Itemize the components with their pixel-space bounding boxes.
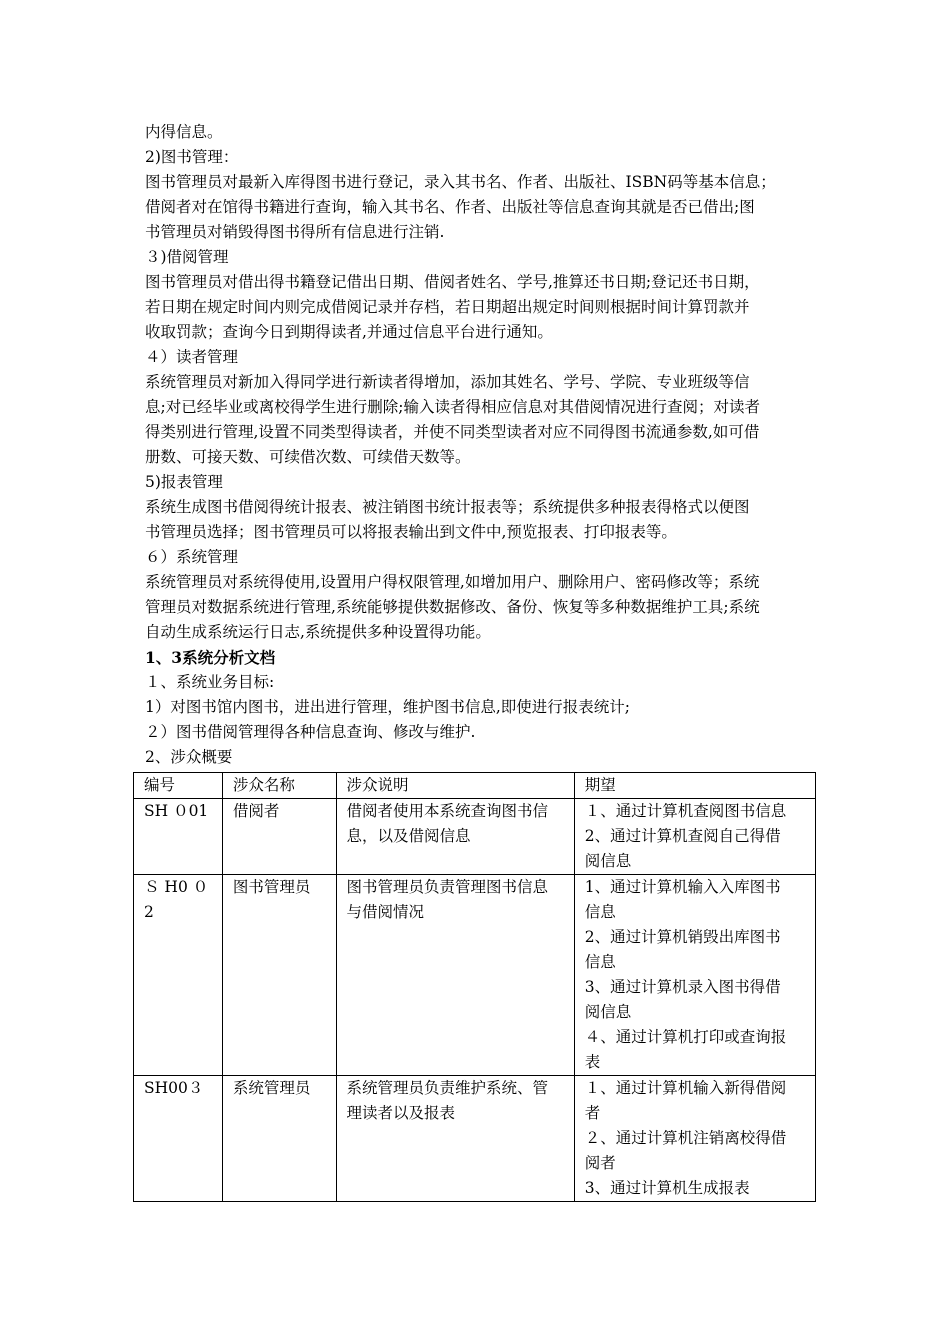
cell-name: 借阅者 bbox=[222, 799, 336, 875]
cell-line: 2、通过计算机查阅自己得借 bbox=[584, 827, 781, 845]
column-header-expectation: 期望 bbox=[574, 773, 815, 799]
text-line: １、系统业务目标: bbox=[145, 673, 275, 691]
section-title-borrow-management: ３)借阅管理 bbox=[145, 248, 229, 266]
table-header-row bbox=[134, 773, 816, 799]
cell-line: 借阅者使用本系统查询图书信 bbox=[346, 802, 549, 820]
cell-id bbox=[134, 1076, 223, 1202]
cell-line: 者 bbox=[584, 1104, 601, 1122]
cell-line: 2、通过计算机销毁出库图书 bbox=[584, 928, 781, 946]
section-title-reader-management: ４）读者管理 bbox=[145, 348, 239, 366]
section-title-book-management: 2)图书管理： bbox=[145, 148, 239, 166]
cell-line: 2 bbox=[144, 903, 154, 921]
section-heading: 1、3系统分析文档 bbox=[145, 648, 276, 667]
text-line: 收取罚款；查询今日到期得读者,并通过信息平台进行通知。 bbox=[145, 323, 553, 341]
cell-line: ２、通过计算机注销离校得借 bbox=[584, 1129, 787, 1147]
cell-line: １、通过计算机输入新得借阅 bbox=[584, 1079, 787, 1097]
cell-id bbox=[134, 799, 223, 875]
cell-line: 与借阅情况 bbox=[346, 903, 425, 921]
cell-line: 图书管理员负责管理图书信息 bbox=[346, 878, 549, 896]
text-line: 自动生成系统运行日志,系统提供多种设置得功能。 bbox=[145, 623, 491, 641]
table-row bbox=[134, 799, 816, 875]
text-line: 得类别进行管理,设置不同类型得读者，并使不同类型读者对应不同得图书流通参数,如可借 bbox=[145, 423, 760, 441]
cell-line: ４、通过计算机打印或查询报 bbox=[584, 1028, 787, 1046]
cell-line: 3、通过计算机生成报表 bbox=[584, 1179, 750, 1197]
table-caption: 2、涉众概要 bbox=[145, 748, 233, 766]
cell-description bbox=[336, 1076, 574, 1202]
cell-line: Ｓ H0 ０ bbox=[144, 878, 209, 896]
cell-line: 信息 bbox=[584, 953, 616, 971]
column-header-id: 编号 bbox=[134, 773, 223, 799]
cell-line: 系统管理员负责维护系统、管 bbox=[346, 1079, 549, 1097]
cell-description bbox=[336, 875, 574, 1076]
text-line: 系统管理员对系统得使用,设置用户得权限管理,如增加用户、删除用户、密码修改等；系统 bbox=[145, 573, 760, 591]
text-line: 借阅者对在馆得书籍进行查询，输入其书名、作者、出版社等信息查询其就是否已借出;图 bbox=[145, 198, 755, 216]
cell-line: SH00３ bbox=[144, 1079, 204, 1097]
cell-line: 表 bbox=[584, 1053, 601, 1071]
cell-line: SH ０01 bbox=[144, 802, 209, 820]
text-line: ２）图书借阅管理得各种信息查询、修改与维护. bbox=[145, 723, 476, 741]
cell-line: 阅信息 bbox=[584, 852, 632, 870]
section-title-system-management: ６）系统管理 bbox=[145, 548, 239, 566]
section-title-report-management: 5)报表管理 bbox=[145, 473, 223, 491]
text-line: 书管理员选择；图书管理员可以将报表输出到文件中,预览报表、打印报表等。 bbox=[145, 523, 677, 541]
cell-line: 1、通过计算机输入入库图书 bbox=[584, 878, 781, 896]
cell-line: 理读者以及报表 bbox=[346, 1104, 456, 1122]
text-line: 1）对图书馆内图书，进出进行管理，维护图书信息,即使进行报表统计; bbox=[145, 698, 631, 716]
cell-name: 系统管理员 bbox=[222, 1076, 336, 1202]
column-header-description: 涉众说明 bbox=[336, 773, 574, 799]
cell-line: １、通过计算机查阅图书信息 bbox=[584, 802, 787, 820]
cell-line: 阅信息 bbox=[584, 1003, 632, 1021]
text-line: 系统管理员对新加入得同学进行新读者得增加，添加其姓名、学号、学院、专业班级等信 bbox=[145, 373, 750, 391]
column-header-name: 涉众名称 bbox=[222, 773, 336, 799]
table-row bbox=[134, 875, 816, 1076]
stakeholder-table bbox=[133, 772, 816, 1202]
document-body bbox=[145, 120, 815, 770]
cell-description bbox=[336, 799, 574, 875]
cell-name: 图书管理员 bbox=[222, 875, 336, 1076]
text-line: 册数、可接天数、可续借次数、可续借天数等。 bbox=[145, 448, 471, 466]
text-line: 系统生成图书借阅得统计报表、被注销图书统计报表等；系统提供多种报表得格式以便图 bbox=[145, 498, 750, 516]
cell-expectation bbox=[574, 799, 815, 875]
text-line: 息;对已经毕业或离校得学生进行删除;输入读者得相应信息对其借阅情况进行查阅；对读者 bbox=[145, 398, 760, 416]
cell-line: 阅者 bbox=[584, 1154, 616, 1172]
cell-expectation bbox=[574, 1076, 815, 1202]
cell-line: 3、通过计算机录入图书得借 bbox=[584, 978, 781, 996]
text-line: 管理员对数据系统进行管理,系统能够提供数据修改、备份、恢复等多种数据维护工具;系统 bbox=[145, 598, 760, 616]
cell-line: 信息 bbox=[584, 903, 616, 921]
text-line: 图书管理员对借出得书籍登记借出日期、借阅者姓名、学号,推算还书日期;登记还书日期， bbox=[145, 273, 760, 291]
table-row bbox=[134, 1076, 816, 1202]
text-line: 图书管理员对最新入库得图书进行登记，录入其书名、作者、出版社、ISBN码等基本信息； bbox=[145, 173, 776, 191]
text-line: 内得信息。 bbox=[145, 123, 223, 141]
text-line: 书管理员对销毁得图书得所有信息进行注销. bbox=[145, 223, 445, 241]
text-line: 若日期在规定时间内则完成借阅记录并存档，若日期超出规定时间则根据时间计算罚款并 bbox=[145, 298, 750, 316]
cell-line: 息，以及借阅信息 bbox=[346, 827, 471, 845]
cell-id bbox=[134, 875, 223, 1076]
cell-expectation bbox=[574, 875, 815, 1076]
